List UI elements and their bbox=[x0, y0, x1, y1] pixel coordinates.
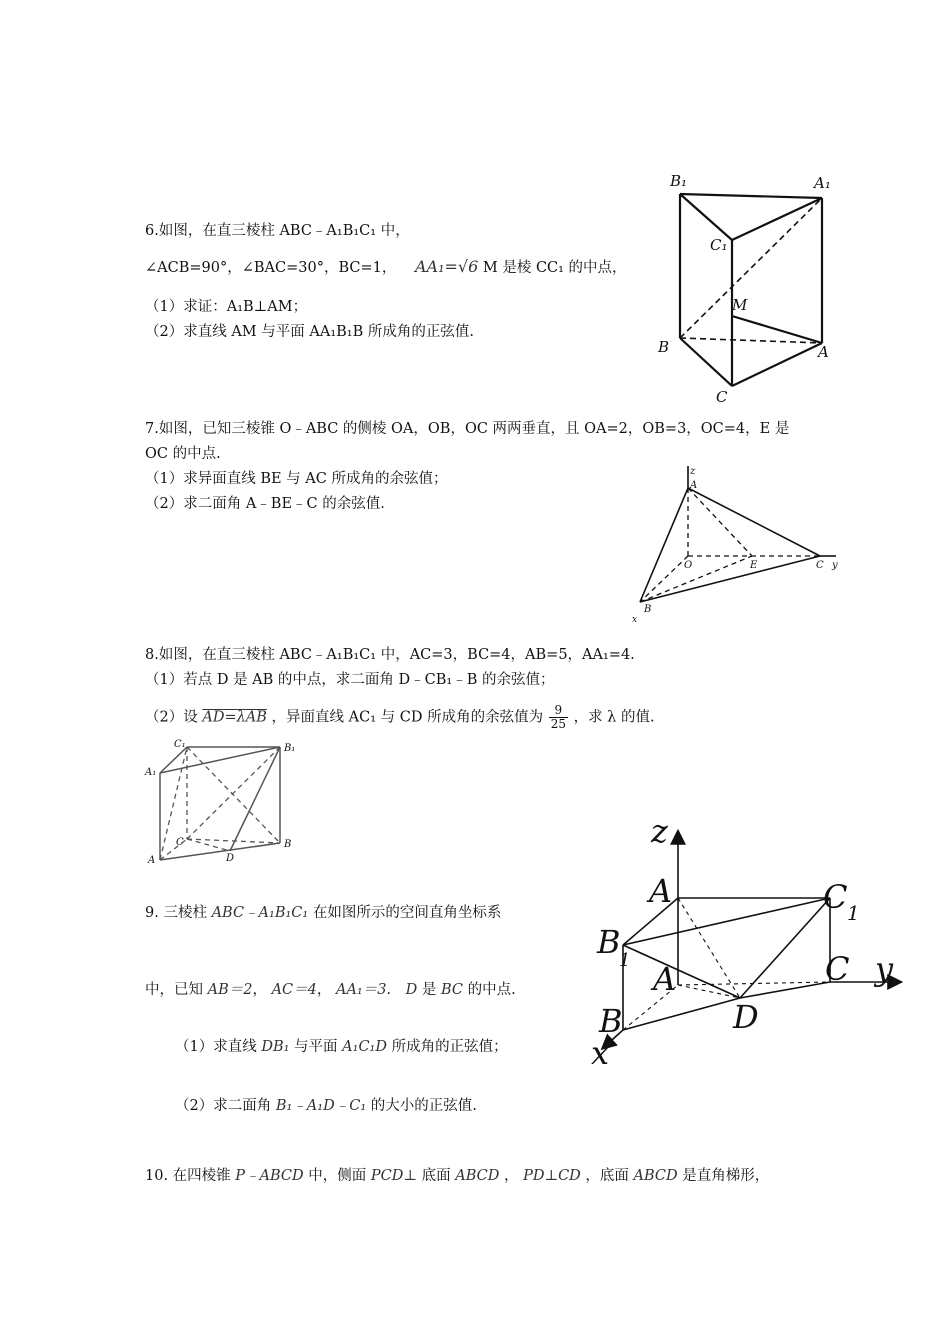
p9-l2-math4: D bbox=[405, 982, 418, 998]
p7-line2: OC 的中点. bbox=[145, 446, 221, 462]
p10-text-b: 中，侧面 bbox=[308, 1168, 367, 1184]
p10-math1: P﹣ABCD bbox=[235, 1168, 304, 1184]
p8-vector-formula: AD=λAB bbox=[202, 709, 267, 726]
p9-l1-text-a: 9. 三棱柱 bbox=[145, 905, 207, 921]
p8-fraction bbox=[549, 704, 568, 731]
p8-fraction-den: 25 bbox=[550, 717, 566, 731]
p9-question2 bbox=[175, 1096, 477, 1116]
p9-line2: 中，已知 AB＝2， AC＝4， AA₁＝3． D 是 BC 的中点. bbox=[145, 982, 516, 998]
p9-q1-text-c: 所成角的正弦值； bbox=[391, 1039, 508, 1055]
p9-l2-math5: BC bbox=[440, 982, 463, 998]
p7-label-b: B bbox=[644, 604, 652, 615]
p8-fraction-num: 9 bbox=[549, 704, 568, 718]
p8-q2-text-c: ，求 λ 的值. bbox=[573, 709, 655, 726]
p9-q2-text-b: 的大小的正弦值. bbox=[370, 1098, 477, 1114]
p6-label-a: A bbox=[818, 343, 829, 361]
p9-label-b: B bbox=[599, 1002, 623, 1040]
p6-line1: 6.如图，在直三棱柱 ABC﹣A₁B₁C₁ 中， bbox=[145, 223, 410, 239]
p10-text-a: 10. 在四棱锥 bbox=[145, 1168, 231, 1184]
p10-math3: ABCD bbox=[455, 1168, 500, 1184]
p8-label-c: C bbox=[176, 837, 184, 848]
p9-l2-math3: AA₁＝3 bbox=[335, 982, 387, 998]
p7-label-x: x bbox=[632, 615, 638, 625]
p9-label-a: A bbox=[653, 960, 677, 998]
p10-text-c: 底面 bbox=[421, 1168, 451, 1184]
p9-l2-text-c: 的中点. bbox=[467, 982, 516, 998]
p8-q2-text-b: ，异面直线 AC₁ 与 CD 所成角的余弦值为 bbox=[271, 709, 544, 726]
p6-label-c1: C₁ bbox=[710, 236, 728, 254]
p7-label-y: y bbox=[832, 560, 838, 571]
p9-l1-math: ABC﹣A₁B₁C₁ bbox=[211, 905, 309, 921]
p7-label-a: A bbox=[690, 480, 698, 491]
p7-label-o: O bbox=[684, 560, 693, 571]
p9-label-z: z bbox=[651, 812, 668, 850]
p9-q2-math: B₁﹣A₁D﹣C₁ bbox=[275, 1098, 367, 1114]
p6-prism-figure bbox=[650, 168, 850, 408]
p7-question1: （1）求异面直线 BE 与 AC 所成角的余弦值； bbox=[145, 471, 448, 487]
p9-label-a1: A bbox=[649, 872, 673, 910]
p9-l2-text-a: 中，已知 bbox=[145, 982, 203, 998]
p9-q1-text-a: （1）求直线 bbox=[175, 1039, 257, 1055]
p9-label-c: C bbox=[825, 950, 850, 988]
p8-question1: （1）若点 D 是 AB 的中点，求二面角 D﹣CB₁﹣B 的余弦值； bbox=[145, 672, 555, 688]
p9-label-x: x bbox=[591, 1034, 610, 1072]
p8-q2-text-a: （2）设 bbox=[145, 709, 198, 726]
p9-label-b1-sub: 1 bbox=[619, 950, 631, 971]
p8-label-c1: C₁ bbox=[174, 739, 186, 750]
p9-q1-math2: A₁C₁D bbox=[342, 1039, 387, 1055]
p6-line2-tail: M 是棱 CC₁ 的中点， bbox=[482, 260, 627, 276]
p8-line1: 8.如图，在直三棱柱 ABC﹣A₁B₁C₁ 中，AC=3，BC=4，AB=5，AA₁=4. bbox=[145, 647, 635, 663]
p10-line1 bbox=[145, 1166, 769, 1186]
p10-text-d: ， bbox=[503, 1168, 519, 1184]
p8-label-a1: A₁ bbox=[145, 767, 157, 778]
p7-label-z: z bbox=[690, 466, 696, 477]
p9-label-c1: C bbox=[823, 878, 848, 916]
p8-label-a: A bbox=[148, 855, 156, 866]
p10-math2: PCD⊥ bbox=[370, 1168, 417, 1184]
p9-label-c1-sub: 1 bbox=[847, 901, 860, 925]
p10-text-e: ，底面 bbox=[585, 1168, 629, 1184]
p9-q1-math1: DB₁ bbox=[261, 1039, 290, 1055]
p9-q2-text-a: （2）求二面角 bbox=[175, 1098, 272, 1114]
p8-label-b1: B₁ bbox=[284, 743, 296, 754]
p10-math4: PD⊥CD bbox=[523, 1168, 581, 1184]
p9-question1 bbox=[175, 1037, 508, 1057]
p7-pyramid-figure bbox=[610, 462, 880, 632]
p7-question2: （2）求二面角 A﹣BE﹣C 的余弦值. bbox=[145, 496, 385, 512]
p9-l2-math1: AB＝2 bbox=[207, 982, 253, 998]
p9-l2-math2: AC＝4 bbox=[271, 982, 317, 998]
p10-math5: ABCD bbox=[633, 1168, 678, 1184]
p9-label-d: D bbox=[733, 998, 759, 1036]
p9-label-b1: B bbox=[597, 923, 621, 961]
p10-text-f: 是直角梯形， bbox=[682, 1168, 770, 1184]
p8-label-d: D bbox=[226, 853, 235, 864]
p9-coordinate-figure bbox=[585, 810, 915, 1075]
p6-label-b1: B₁ bbox=[670, 172, 688, 190]
p6-question2: （2）求直线 AM 与平面 AA₁B₁B 所成角的正弦值. bbox=[145, 324, 474, 340]
p9-l2-text-b: 是 bbox=[421, 982, 437, 998]
p8-prism-figure bbox=[142, 735, 312, 870]
p6-label-b: B bbox=[658, 338, 670, 356]
p6-aa1-formula: AA₁=√6 bbox=[414, 257, 479, 276]
p6-question1: （1）求证：A₁B⊥AM； bbox=[145, 299, 308, 315]
p8-label-b: B bbox=[284, 839, 292, 850]
p9-q1-text-b: 与平面 bbox=[294, 1039, 338, 1055]
p6-label-c: C bbox=[716, 388, 728, 406]
p7-label-e: E bbox=[750, 560, 758, 571]
p9-line1 bbox=[145, 903, 501, 923]
p6-label-a1: A₁ bbox=[814, 174, 831, 192]
p6-line2 bbox=[145, 257, 627, 278]
p8-question2 bbox=[145, 704, 655, 731]
p6-label-m: M bbox=[732, 296, 748, 314]
p7-label-c: C bbox=[816, 560, 824, 571]
p7-line1: 7.如图，已知三棱锥 O﹣ABC 的侧棱 OA，OB，OC 两两垂直，且 OA=2，OB=3，OC=4，E 是 bbox=[145, 421, 790, 437]
p6-line2-text: ∠ACB=90°，∠BAC=30°，BC=1， bbox=[145, 260, 397, 276]
p9-label-y: y bbox=[875, 950, 894, 988]
p9-l1-text-b: 在如图所示的空间直角坐标系 bbox=[312, 905, 502, 921]
